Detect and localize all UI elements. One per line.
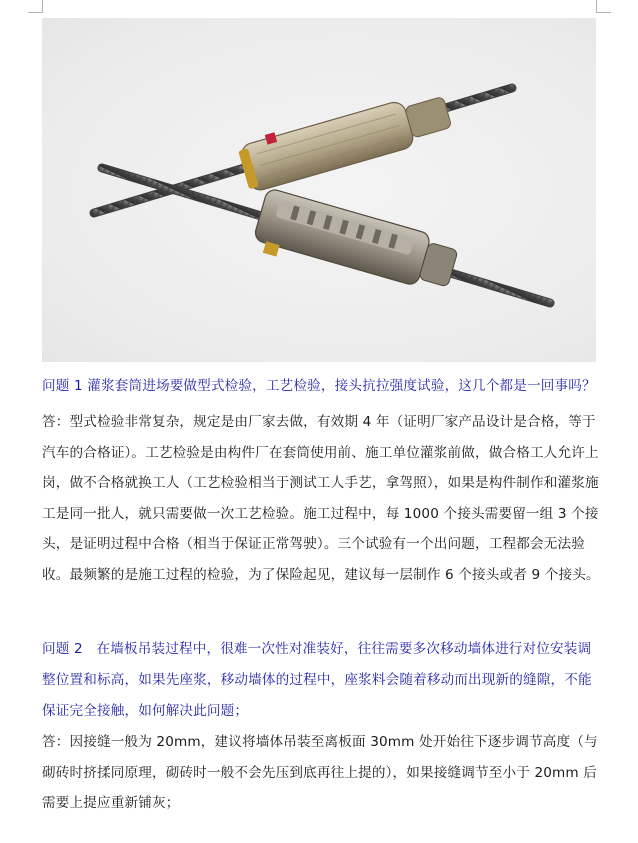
answer-1: 答：型式检验非常复杂，规定是由厂家去做，有效期 4 年（证明厂家产品设计是合格，等于汽车的合格证）。工艺检验是由构件厂在套筒使用前、施工单位灌浆前做，做合格工人允许上岗，做不合格就换工人（工艺检验相当于测试工人手艺，拿驾照），如果是构件制作和灌浆施工是同一批人，就只需要做一次工艺检验。施工过程中，每 1000 个接头需要留一组 3 个接头，是证明过程中合格（相当于保证正常驾驶）。三个试验有一个出问题，工程都会无法验收。最频繁的是施工过程的检验，为了保险起见，建议每一层制作 6 个接头或者 9 个接头。 [42,414,600,583]
upper-sleeve [236,85,454,193]
grout-sleeve-illustration [42,18,596,362]
page-corner-mark-right [596,0,611,13]
lower-sleeve [250,188,460,305]
grout-sleeve-photo [42,18,596,362]
page-corner-mark-left [28,0,43,13]
question-1: 问题 1 灌浆套筒进场要做型式检验，工艺检验，接头抗拉强度试验，这几个都是一回事吗？ [42,378,596,394]
question-2: 问题 2 在墙板吊装过程中，很难一次性对准装好，往往需要多次移动墙体进行对位安装调整位置和标高，如果先座浆，移动墙体的过程中，座浆料会随着移动而出现新的缝隙，不能保证完全接触，如何解决此问题； [42,641,592,719]
answer-2: 答：因接缝一般为 20mm，建议将墙体吊装至离板面 30mm 处开始往下逐步调节高度（与砌砖时挤揉同原理，砌砖时一般不会先压到底再往上提的），如果接缝调节至小于 20mm 后需要上提应重新铺灰； [42,734,598,811]
